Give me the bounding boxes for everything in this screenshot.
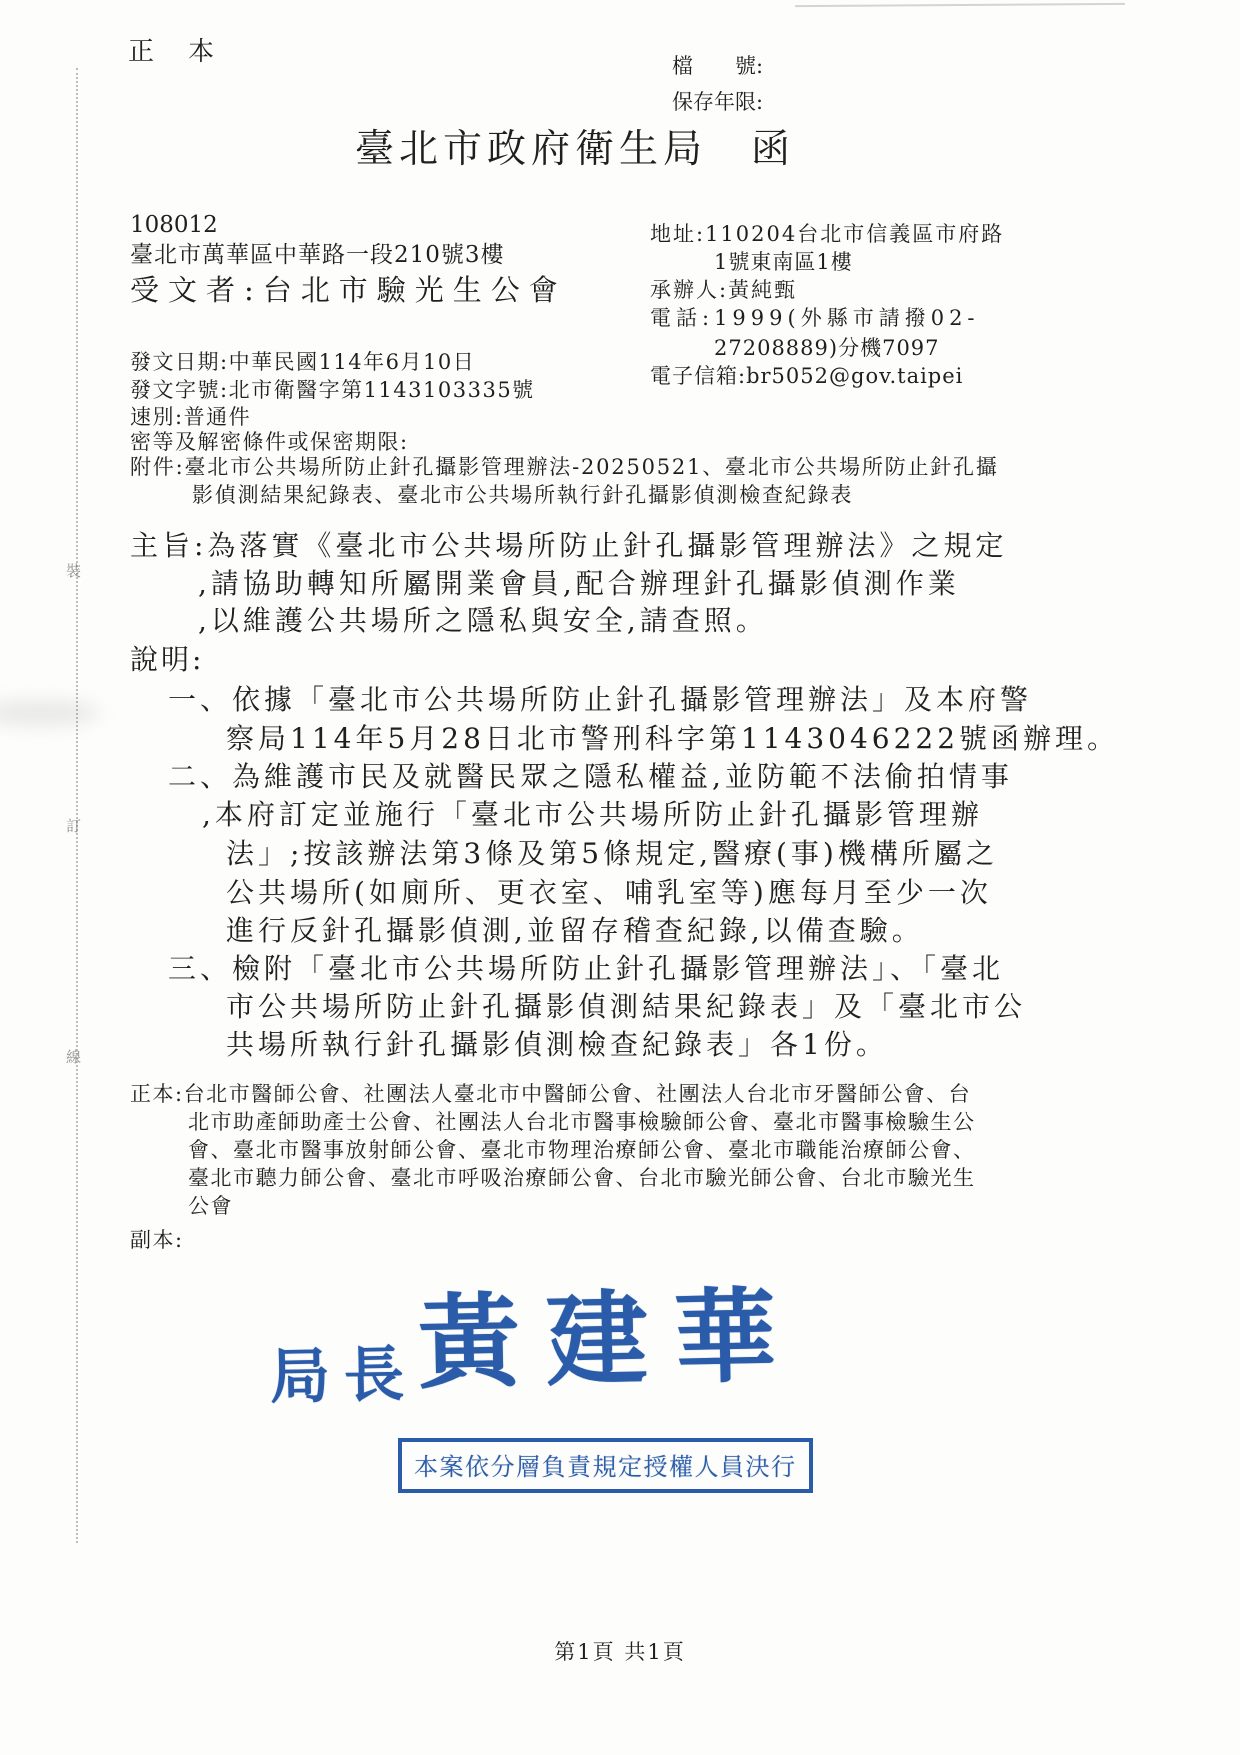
binding-mark-ding: 訂 [66, 817, 82, 835]
contact-person: 承辦人:黃純甄 [650, 278, 798, 302]
contact-address-line2: 1號東南區1樓 [714, 250, 853, 274]
binding-mark-xian: 線 [66, 1048, 82, 1066]
director-signature-stamp: 黃建華 [416, 1275, 804, 1405]
binding-dotted-line [76, 68, 78, 1543]
attachment-line2: 影偵測結果紀錄表、臺北市公共場所執行針孔攝影偵測檢查紀錄表 [192, 483, 854, 507]
explanation-item2-line5: 進行反針孔攝影偵測,並留存稽查紀錄,以備查驗。 [226, 914, 924, 947]
org-code: 108012 [130, 212, 218, 238]
copy-type-label: 正 本 [128, 37, 219, 67]
contact-phone-line2: 27208889)分機7097 [714, 336, 940, 360]
retention-label: 保存年限: [672, 90, 764, 114]
explanation-label: 說明: [130, 643, 205, 676]
binding-mark-zhuang: 裝 [66, 562, 82, 580]
recipient-address: 臺北市萬華區中華路一段210號3樓 [130, 242, 505, 268]
subject-line1: 主旨:為落實《臺北市公共場所防止針孔攝影管理辦法》之規定 [130, 529, 1008, 562]
doc-title: 臺北市政府衛生局 函 [354, 127, 795, 172]
explanation-item3-line3: 共場所執行針孔攝影偵測檢查紀錄表」各1份。 [226, 1028, 888, 1061]
page-number: 第1頁 共1頁 [554, 1640, 686, 1664]
explanation-item2-line3: 法」;按該辦法第3條及第5條規定,醫療(事)機構所屬之 [226, 837, 998, 870]
explanation-item3-line1: 三、檢附「臺北市公共場所防止針孔攝影管理辦法」、「臺北 [168, 952, 1005, 985]
security-class: 密等及解密條件或保密期限: [130, 430, 409, 454]
delegation-note-stamp: 本案依分層負責規定授權人員決行 [398, 1438, 813, 1493]
recipient-line: 受文者:台北市驗光生公會 [130, 273, 567, 307]
contact-email: 電子信箱:br5052@gov.taipei [650, 364, 964, 388]
distribution-line2: 北市助產師助產士公會、社團法人台北市醫事檢驗師公會、臺北市醫事檢驗生公 [188, 1110, 976, 1134]
explanation-item2-line1: 二、為維護市民及就醫民眾之隱私權益,並防範不法偷拍情事 [168, 760, 1013, 793]
attachment-line1: 附件:臺北市公共場所防止針孔攝影管理辦法-20250521、臺北市公共場所防止針孔攝 [130, 455, 999, 479]
issue-date: 發文日期:中華民國114年6月10日 [130, 350, 476, 374]
doc-number: 發文字號:北市衛醫字第1143103335號 [130, 378, 535, 402]
explanation-item1-line1: 一、依據「臺北市公共場所防止針孔攝影管理辦法」及本府警 [168, 683, 1033, 716]
contact-phone-line1: 電話:1999(外縣市請撥02- [650, 306, 980, 330]
explanation-item3-line2: 市公共場所防止針孔攝影偵測結果紀錄表」及「臺北市公 [226, 990, 1027, 1023]
scan-artifact-smudge [0, 700, 100, 726]
subject-line3: ,以維護公共場所之隱私與安全,請查照。 [198, 604, 768, 637]
distribution-line1: 正本:台北市醫師公會、社團法人臺北市中醫師公會、社團法人台北市牙醫師公會、台 [130, 1082, 972, 1106]
scan-artifact-line [795, 3, 1125, 7]
file-number-label: 檔 號: [672, 54, 764, 78]
distribution-line4: 臺北市聽力師公會、臺北市呼吸治療師公會、台北市驗光師公會、台北市驗光生 [188, 1166, 976, 1190]
explanation-item2-line4: 公共場所(如廁所、更衣室、哺乳室等)應每月至少一次 [226, 876, 992, 909]
distribution-line5: 公會 [188, 1194, 233, 1218]
subject-line2: ,請協助轉知所屬開業會員,配合辦理針孔攝影偵測作業 [198, 567, 960, 600]
director-title-stamp: 局長 [269, 1339, 419, 1413]
explanation-item2-line2: ,本府訂定並施行「臺北市公共場所防止針孔攝影管理辦 [202, 798, 983, 831]
distribution-line3: 會、臺北市醫事放射師公會、臺北市物理治療師公會、臺北市職能治療師公會、 [188, 1138, 976, 1162]
explanation-item1-line2: 察局114年5月28日北市警刑科字第1143046222號函辦理。 [226, 722, 1120, 755]
contact-address-line1: 地址:110204台北市信義區市府路 [650, 222, 1005, 246]
speed-class: 速別:普通件 [130, 405, 252, 429]
cc-label: 副本: [130, 1228, 184, 1252]
